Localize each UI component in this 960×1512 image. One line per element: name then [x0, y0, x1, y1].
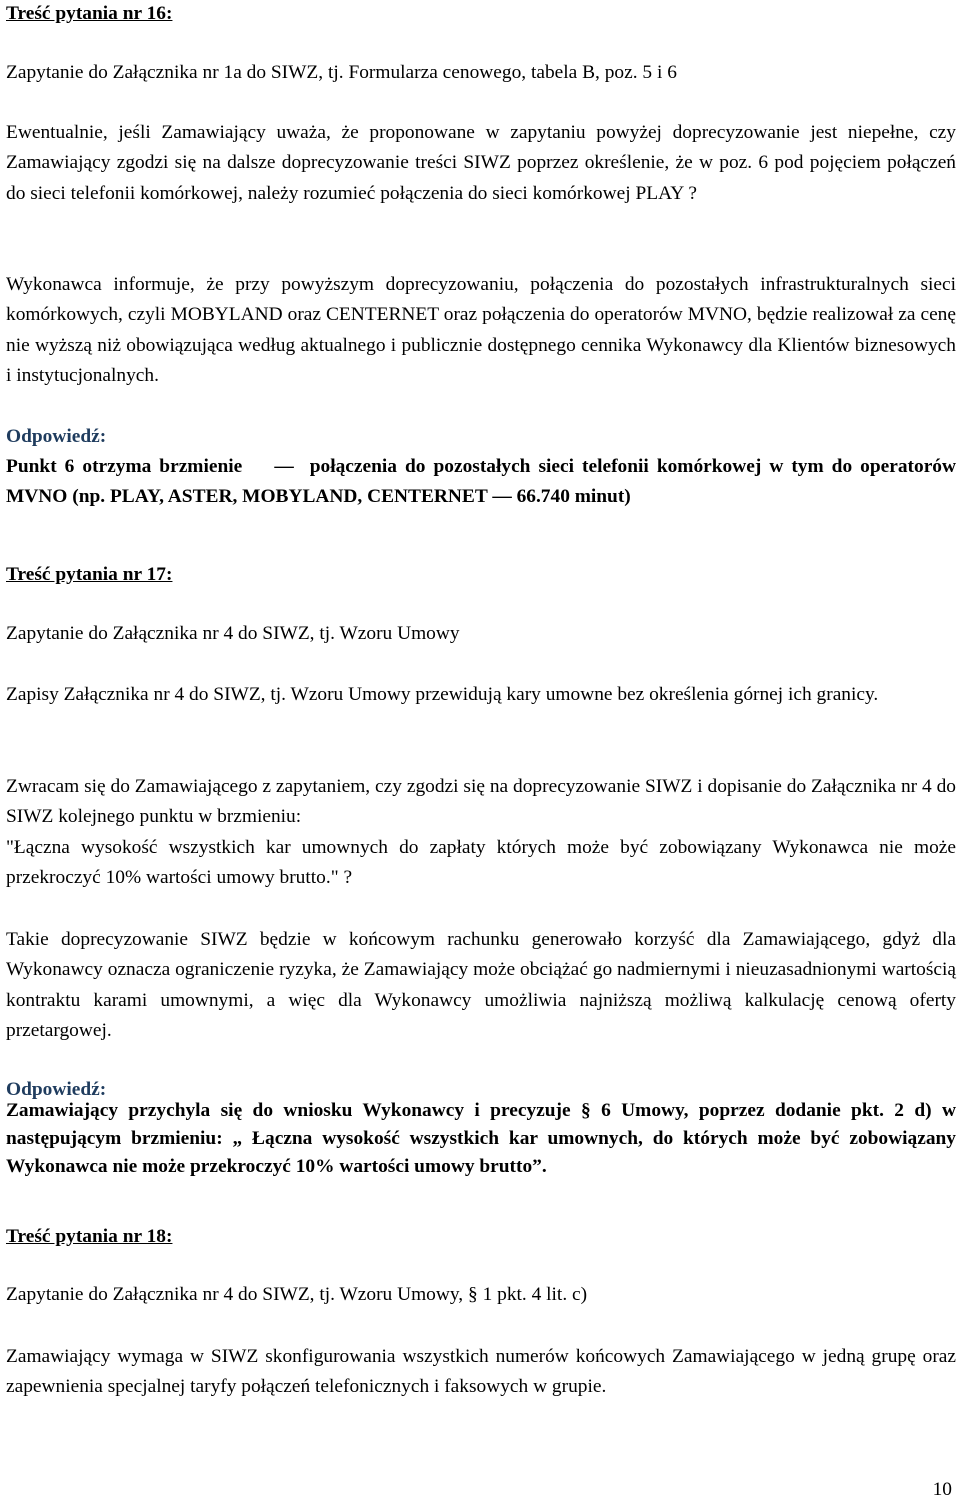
dash-mark: —: [492, 486, 512, 508]
section-sign-icon: §: [468, 1284, 478, 1305]
page-number: 10: [932, 1479, 952, 1500]
question-16-heading: Treść pytania nr 16:: [6, 3, 173, 24]
answer-16-part-c: 66.740 minut): [516, 486, 631, 508]
question-17-answer-label: Odpowiedź:: [6, 1079, 107, 1100]
question-18-subject-part-a: Zapytanie do Załącznika nr 4 do SIWZ, tj. Wzoru Umowy,: [6, 1284, 464, 1305]
question-18-subject: [6, 1280, 956, 1310]
question-18-paragraph: Zamawiający wymaga w SIWZ skonfigurowania wszystkich numerów końcowych Zamawiającego w jedną grupę oraz zapewnienia specjalnej taryfy połączeń telefonicznych i faksowych w grupie.: [6, 1346, 956, 1398]
question-18-heading: Treść pytania nr 18:: [6, 1226, 173, 1247]
answer-16-part-b: połączenia do pozostałych sieci telefonii komórkowej w tym do operatorów MVNO (np. PLAY, ASTER, MOBYLAND, CENTERNET: [6, 456, 956, 508]
question-18-paragraph-number: 1: [482, 1284, 493, 1305]
question-17-paragraph: Zapisy Załącznika nr 4 do SIWZ, tj. Wzoru Umowy przewidują kary umowne bez określenia górnej ich granicy.: [6, 684, 879, 705]
question-16-contractor-info: Wykonawca informuje, że przy powyższym doprecyzowaniu, połączenia do pozostałych infrastrukturalnych sieci komórkowych, czyli MOBYLAND oraz CENTERNET oraz połączenia do operatorów MVNO, będzie realizował za cenę nie wyższą niż obowiązująca według aktualnego i publicznie dostępnego cennika Wykonawcy dla Klientów biznesowych i instytucjonalnych.: [6, 274, 956, 387]
question-17-justification: Takie doprecyzowanie SIWZ będzie w końcowym rachunku generowało korzyść dla Zamawiającego, gdyż dla Wykonawcy oznacza ograniczenie ryzyka, że Zamawiający może obciążać go nadmiernymi i nieuzasadnionymi wartością kontraktu karami umownymi, a więc dla Wykonawcy umożliwia najniższą możliwą kalkulację cenową oferty przetargowej.: [6, 929, 956, 1042]
question-18-subject-part-b: pkt. 4 lit. c): [497, 1284, 588, 1305]
question-17-subject: Zapytanie do Załącznika nr 4 do SIWZ, tj. Wzoru Umowy: [6, 623, 460, 644]
question-17-request: Zwracam się do Zamawiającego z zapytaniem, czy zgodzi się na doprecyzowanie SIWZ i dopisanie do Załącznika nr 4 do SIWZ kolejnego punktu w brzmieniu:: [6, 776, 956, 828]
answer-17-paragraph-number: 6: [601, 1100, 611, 1121]
answer-16-part-a: Punkt 6 otrzyma brzmienie: [6, 456, 243, 477]
question-16-paragraph: Ewentualnie, jeśli Zamawiający uważa, że proponowane w zapytaniu powyżej doprecyzowanie jest niepełne, czy Zamawiający zgodzi się na dalsze doprecyzowanie treści SIWZ poprzez określenie, że w poz. 6 pod pojęciem połączeń do sieci telefonii komórkowej, należy rozumieć połączenia do sieci komórkowej PLAY ?: [6, 122, 956, 204]
answer-17-part-b: Umowy, poprzez dodanie pkt. 2 d) w następującym brzmieniu: „ Łączna wysokość wszystkich kar umownych, do których może być zobowiązany Wykonawca nie może przekroczyć 10% wartości umowy brutto”.: [6, 1100, 957, 1177]
question-17-heading: Treść pytania nr 17:: [6, 564, 173, 585]
dash-mark: —: [274, 456, 294, 477]
section-sign-icon: §: [580, 1100, 591, 1121]
question-16-subject: Zapytanie do Załącznika nr 1a do SIWZ, tj. Formularza cenowego, tabela B, poz. 5 i 6: [6, 62, 677, 83]
question-16-answer-label: Odpowiedź:: [6, 426, 107, 447]
answer-17-part-a: Zamawiający przychyla się do wniosku Wykonawcy i precyzuje: [6, 1100, 571, 1121]
question-17-answer: [6, 1097, 956, 1181]
question-16-answer: [6, 452, 956, 513]
question-17-quoted-clause: "Łączna wysokość wszystkich kar umownych do zapłaty których może być zobowiązany Wykonawca nie może przekroczyć 10% wartości umowy brutto." ?: [6, 837, 956, 889]
